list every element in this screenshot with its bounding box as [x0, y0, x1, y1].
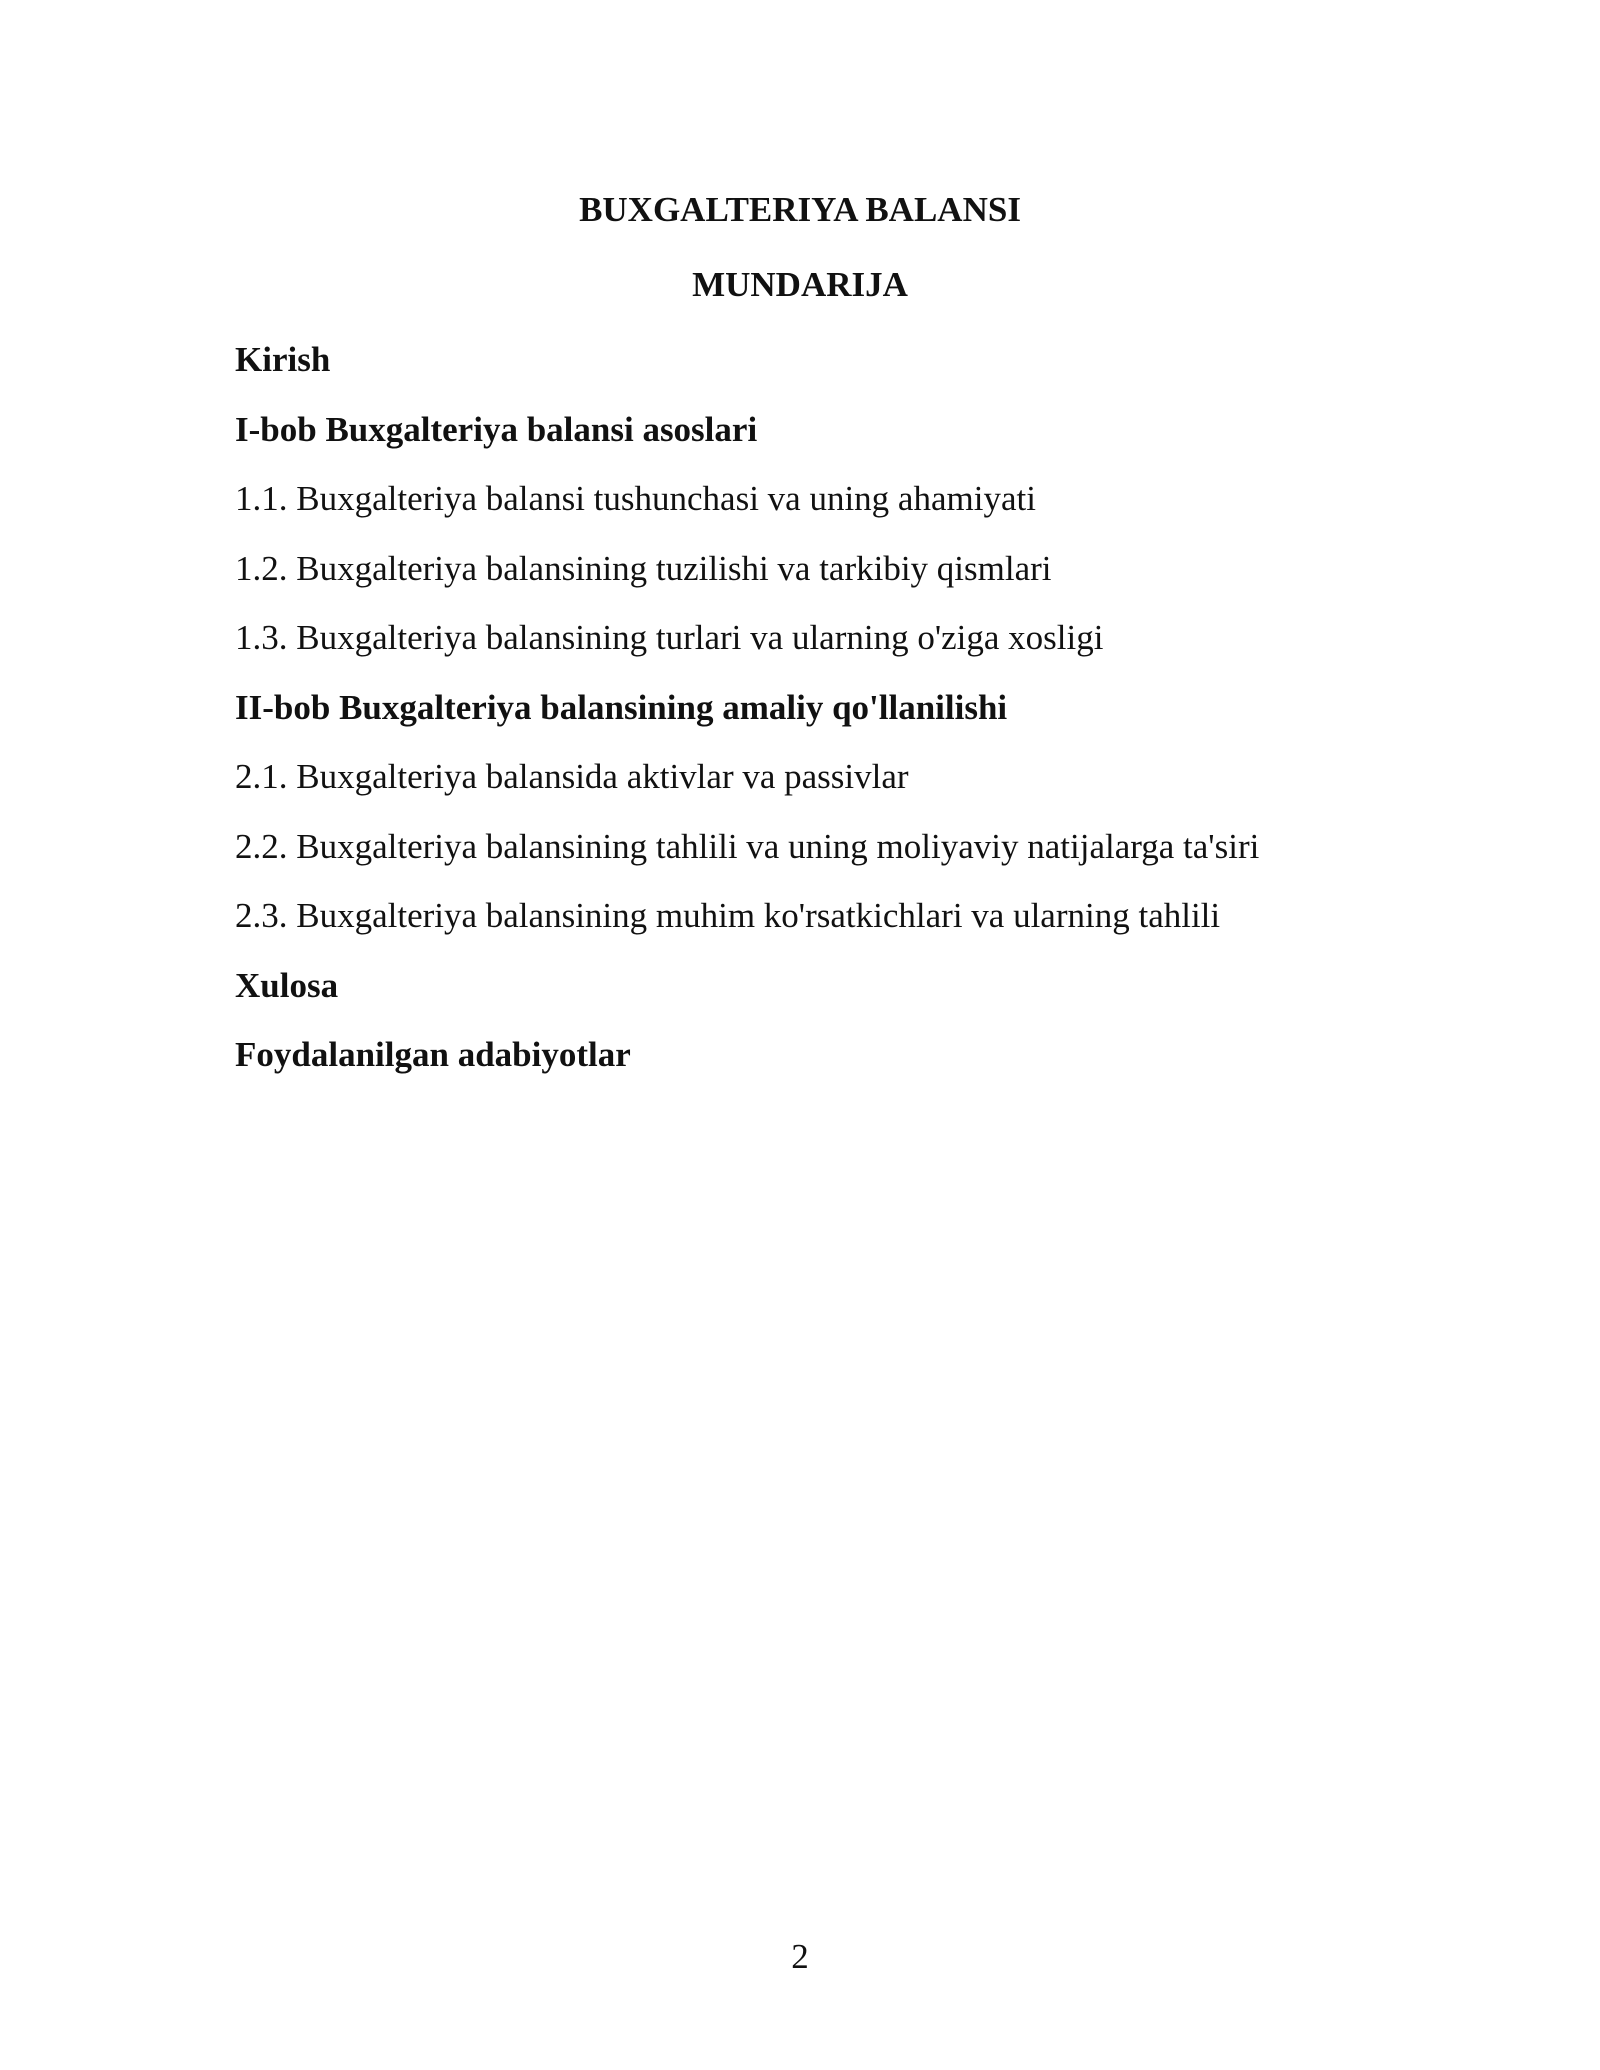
toc-item-chapter-2: II-bob Buxgalteriya balansining amaliy qo'llanilishi [235, 687, 1008, 727]
document-title: BUXGALTERIYA BALANSI [579, 190, 1021, 229]
table-of-contents [235, 338, 1435, 1103]
toc-item-kirish: Kirish [235, 340, 331, 379]
toc-item-1-1: 1.1. Buxgalteriya balansi tushunchasi va uning ahamiyati [235, 479, 1036, 518]
toc-item-chapter-1: I-bob Buxgalteriya balansi asoslari [235, 409, 758, 449]
toc-heading: MUNDARIJA [692, 265, 908, 304]
toc-item-2-1: 2.1. Buxgalteriya balansida aktivlar va passivlar [235, 757, 909, 796]
toc-item-references: Foydalanilgan adabiyotlar [235, 1035, 631, 1074]
toc-item-2-2: 2.2. Buxgalteriya balansining tahlili va uning moliyaviy natijalarga ta'siri [235, 826, 1260, 866]
toc-item-xulosa: Xulosa [235, 965, 339, 1005]
toc-item-2-3: 2.3. Buxgalteriya balansining muhim ko'rsatkichlari va ularning tahlili [235, 896, 1221, 935]
toc-item-1-3: 1.3. Buxgalteriya balansining turlari va ularning o'ziga xosligi [235, 618, 1104, 657]
page-number: 2 [791, 1937, 809, 1976]
toc-item-1-2: 1.2. Buxgalteriya balansining tuzilishi va tarkibiy qismlari [235, 548, 1052, 588]
